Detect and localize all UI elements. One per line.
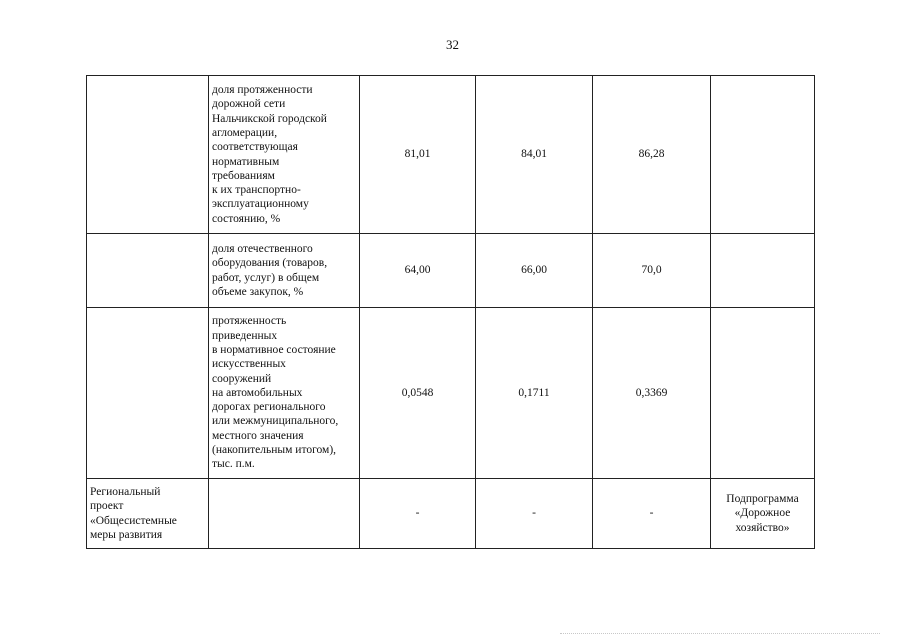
indicator-cell: доля протяженности дорожной сети Нальчикской городской агломерации, соответствующая нормативным требованиям к их транспортно- эксплуатационному состоянию, %	[209, 76, 360, 234]
value-cell-year-2: 84,01	[476, 76, 593, 234]
project-cell	[87, 308, 209, 479]
value-cell-year-1: 0,0548	[360, 308, 476, 479]
value-cell-year-3: 86,28	[593, 76, 711, 234]
program-cell	[711, 308, 815, 479]
table-row	[87, 479, 815, 549]
project-cell	[87, 76, 209, 234]
value-cell-year-3: -	[593, 479, 711, 549]
value-cell-year-1: 81,01	[360, 76, 476, 234]
program-cell: Подпрограмма «Дорожное хозяйство»	[711, 479, 815, 549]
value-cell-year-1: 64,00	[360, 234, 476, 308]
table-row	[87, 308, 815, 479]
table-row	[87, 76, 815, 234]
value-cell-year-2: 0,1711	[476, 308, 593, 479]
value-cell-year-3: 0,3369	[593, 308, 711, 479]
value-cell-year-2: -	[476, 479, 593, 549]
program-cell	[711, 234, 815, 308]
indicator-cell	[209, 479, 360, 549]
value-cell-year-2: 66,00	[476, 234, 593, 308]
program-cell	[711, 76, 815, 234]
indicator-cell: доля отечественного оборудования (товаров, работ, услуг) в общем объеме закупок, %	[209, 234, 360, 308]
footer-scan-artifact	[560, 633, 880, 637]
value-cell-year-3: 70,0	[593, 234, 711, 308]
project-cell	[87, 234, 209, 308]
project-cell: Региональный проект «Общесистемные меры развития	[87, 479, 209, 549]
value-cell-year-1: -	[360, 479, 476, 549]
indicator-cell: протяженность приведенных в нормативное состояние искусственных сооружений на автомобильных дорогах регионального или межмуниципального, местного значения (накопительным итогом), тыс. п.м.	[209, 308, 360, 479]
indicators-table	[86, 75, 815, 549]
page-number: 32	[446, 37, 459, 52]
table-row	[87, 234, 815, 308]
